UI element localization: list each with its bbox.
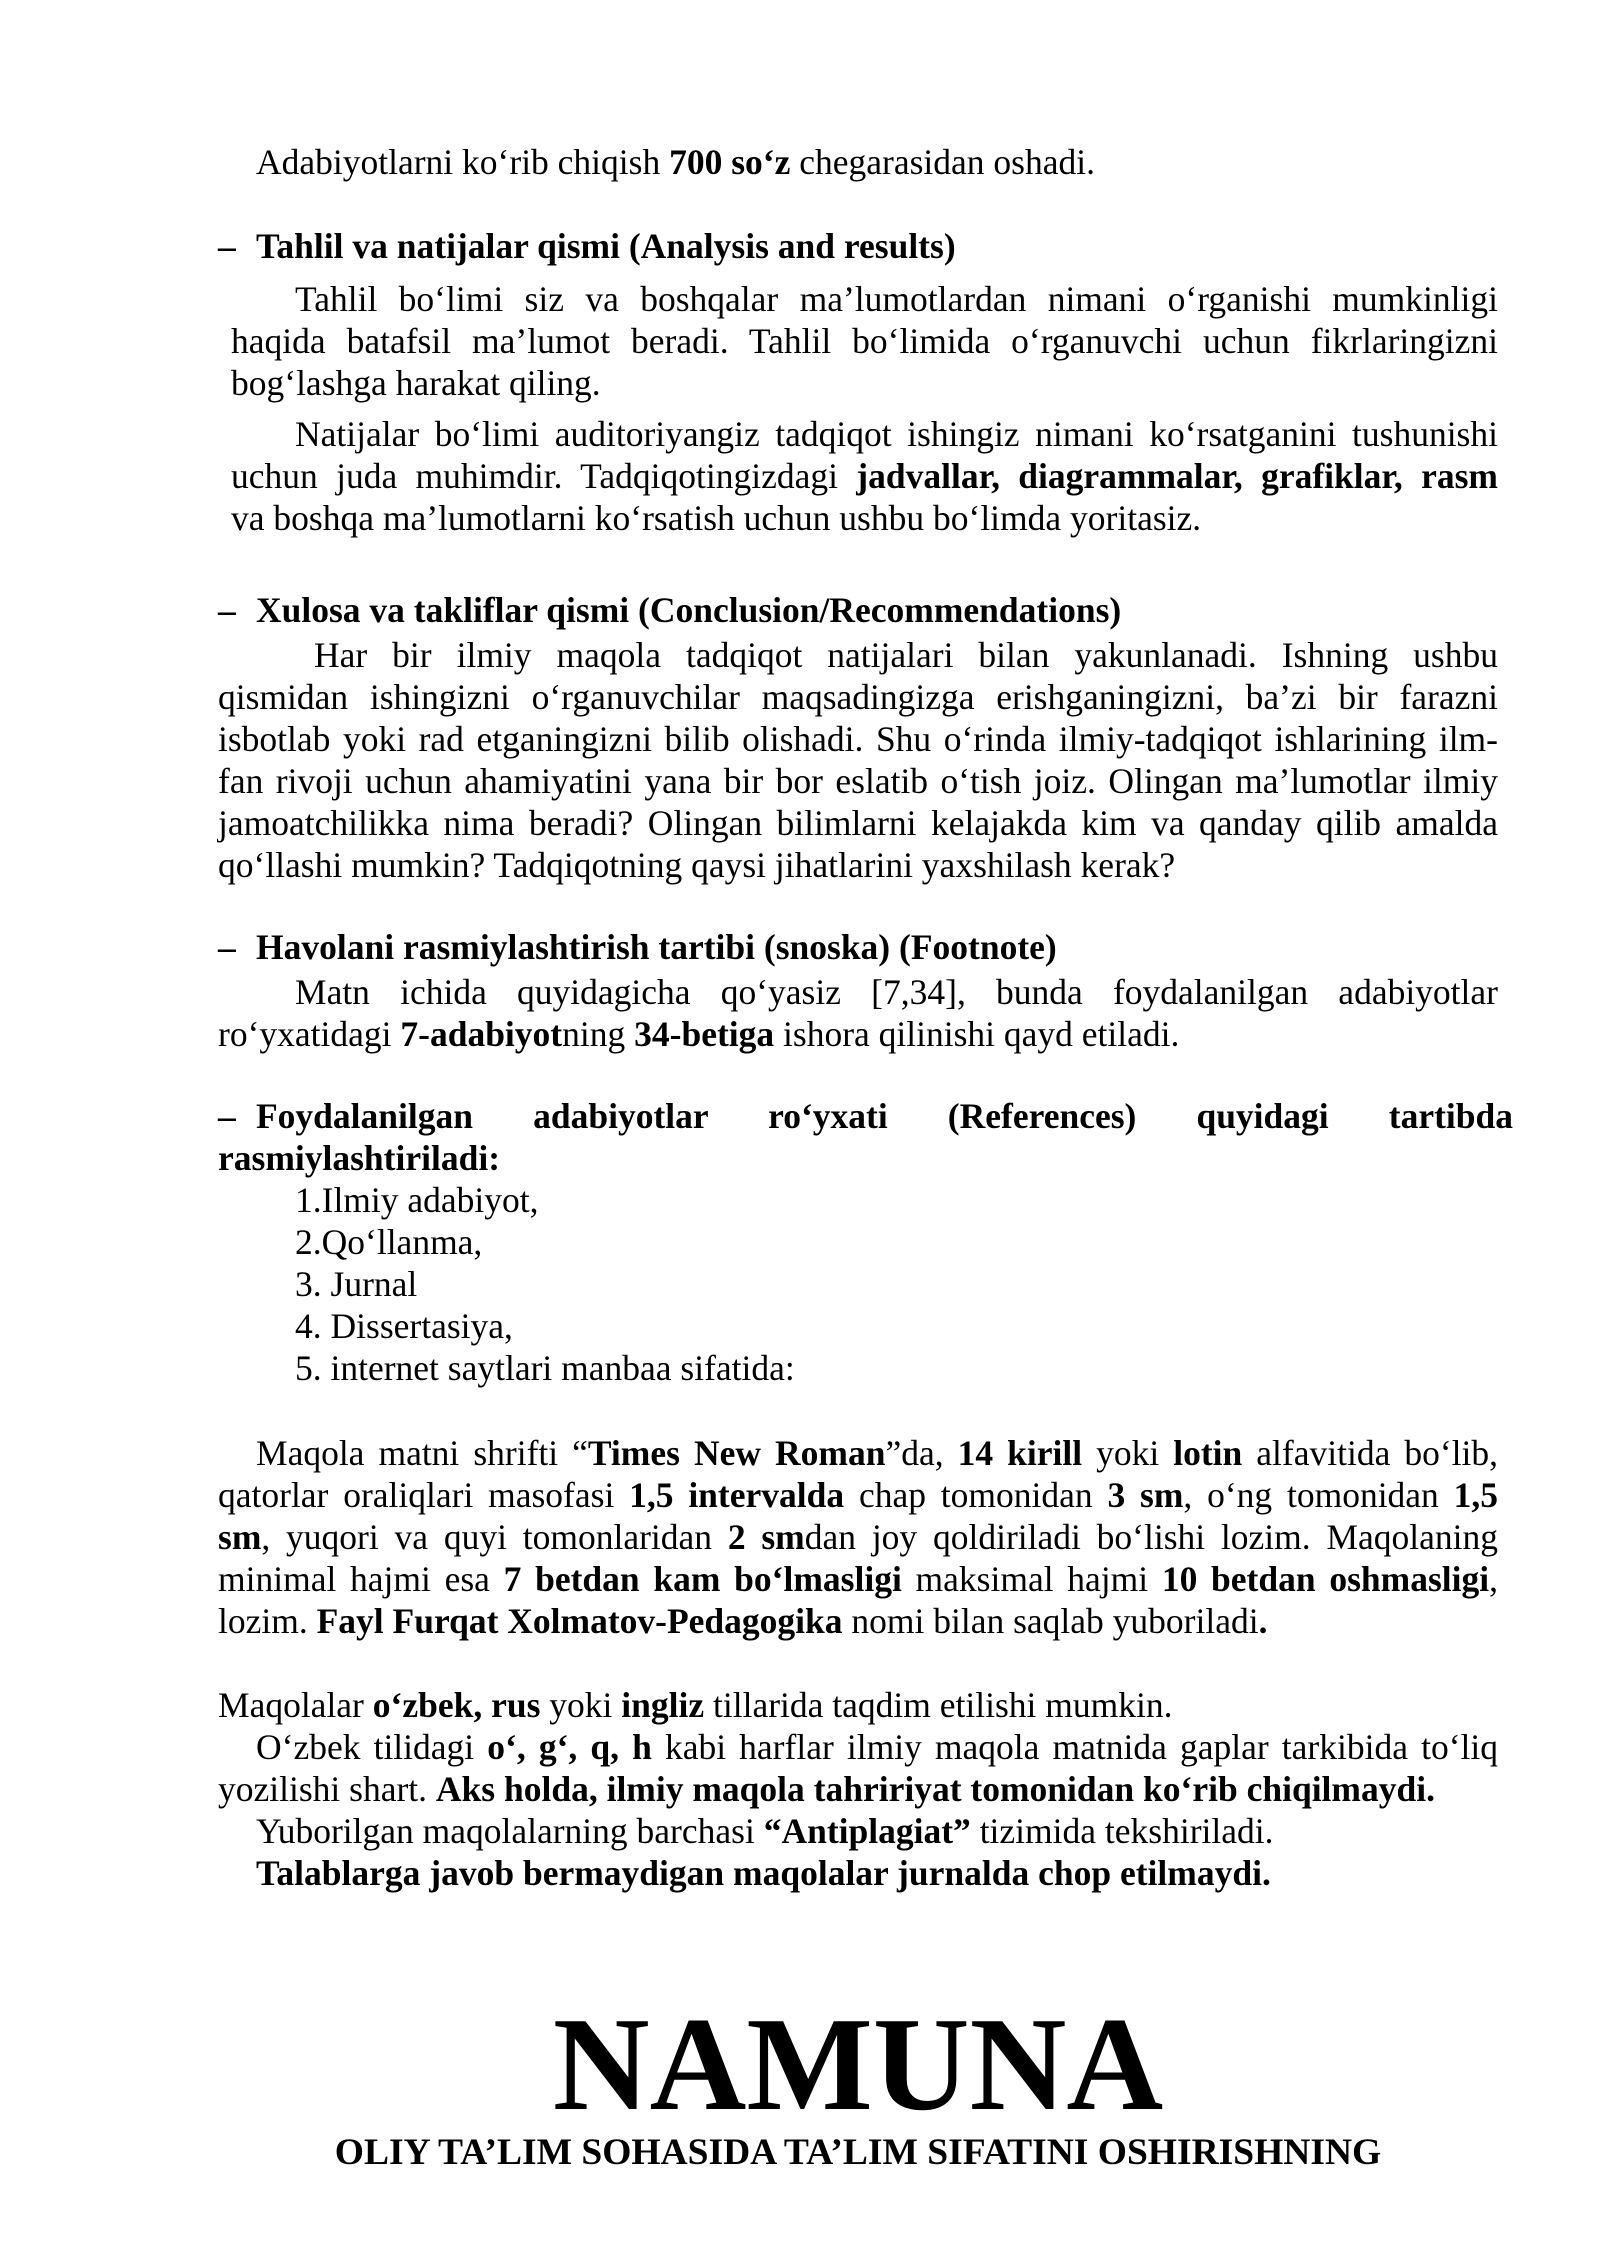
bold-text: jadvallar, diagrammalar, grafiklar, rasm xyxy=(856,456,1498,496)
dash-bullet: – xyxy=(218,927,236,967)
paragraph-line xyxy=(218,1013,1498,1055)
text-run: chegarasidan oshadi. xyxy=(790,142,1095,182)
paragraph-line xyxy=(256,141,1095,183)
text-run: qatorlar oraliqlari masofasi xyxy=(218,1475,630,1515)
bold-text: ingliz xyxy=(621,1685,705,1725)
heading-line xyxy=(218,926,1057,968)
bold-text: o‘, g‘, q, h xyxy=(487,1727,652,1767)
text-run: yozilishi shart. xyxy=(218,1769,436,1809)
bold-text: 34-betiga xyxy=(634,1014,775,1054)
text-run: ”da, xyxy=(885,1433,958,1473)
paragraph-line xyxy=(218,1558,1498,1600)
section-heading-analysis xyxy=(218,225,956,267)
text-run: ishora qilinishi qayd etiladi. xyxy=(774,1014,1180,1054)
format-requirements-paragraph xyxy=(218,1432,1498,1642)
text-run: chap tomonidan xyxy=(844,1475,1108,1515)
bold-text: sm xyxy=(218,1517,262,1557)
bold-text: lotin xyxy=(1173,1433,1243,1473)
paragraph-line xyxy=(218,1432,1498,1474)
bold-text: Fayl Furqat Xolmatov-Pedagogika xyxy=(316,1601,843,1641)
text-run: uchun juda muhimdir. Tadqiqotingizdagi xyxy=(231,456,857,496)
bold-text: Aks holda, ilmiy maqola tahririyat tomonidan ko‘rib chiqilmaydi. xyxy=(435,1769,1435,1809)
reference-types-list xyxy=(295,1179,795,1389)
bold-text: 10 betdan oshmasligi xyxy=(1161,1559,1490,1599)
bold-text: 1,5 intervalda xyxy=(629,1475,845,1515)
results-paragraph xyxy=(231,413,1498,539)
paragraph-line xyxy=(231,413,1498,455)
word-limit: 700 so‘z xyxy=(669,142,791,182)
paragraph-line: Tahlil bo‘limi siz va boshqalar ma’lumotlardan nimani o‘rganishi mumkinligi xyxy=(295,279,1498,319)
list-item: 1.Ilmiy adabiyot, xyxy=(295,1180,539,1220)
sample-subtitle: OLIY TA’LIM SOHASIDA TA’LIM SIFATINI OSHIRISHNING xyxy=(334,2132,1382,2173)
paragraph-line xyxy=(218,1768,1498,1810)
paragraph-line xyxy=(218,1600,1498,1642)
dash-bullet: – xyxy=(218,1096,236,1136)
heading-text: Xulosa va takliflar qismi (Conclusion/Recommendations) xyxy=(256,590,1122,630)
bold-text: 3 sm xyxy=(1107,1475,1184,1515)
text-run: O‘zbek tilidagi xyxy=(256,1727,488,1767)
paragraph-line: qismidan ishingizni o‘rganuvchilar maqsadingizga erishganingizni, ba’zi bir farazni xyxy=(218,677,1498,717)
dash-bullet: – xyxy=(218,590,236,630)
sample-title: NAMUNA xyxy=(552,1990,1164,2138)
paragraph-line: fan rivoji uchun ahamiyatini yana bir bor eslatib o‘tish joiz. Olingan ma’lumotlar ilmiy xyxy=(218,761,1498,801)
paragraph-line xyxy=(218,1516,1498,1558)
bold-text: 14 kirill xyxy=(957,1433,1083,1473)
literature-review-note xyxy=(256,141,1095,183)
text-run: ning xyxy=(562,1014,635,1054)
text-run: va boshqa ma’lumotlarni ko‘rsatish uchun ushbu bo‘limda yoritasiz. xyxy=(231,498,1202,538)
section-heading-references xyxy=(218,1095,1513,1179)
text-run: tillarida taqdim etilishi mumkin. xyxy=(704,1685,1173,1725)
dash-bullet: – xyxy=(218,226,236,266)
paragraph-line xyxy=(218,1474,1498,1516)
paragraph-line xyxy=(231,497,1498,539)
bold-text: 2 sm xyxy=(727,1517,805,1557)
text-run: , o‘ng tomonidan xyxy=(1183,1475,1454,1515)
heading-line xyxy=(218,1095,1513,1137)
heading-line: rasmiylashtiriladi: xyxy=(218,1138,501,1178)
bold-text: o‘zbek, rus xyxy=(372,1685,541,1725)
paragraph-line xyxy=(231,455,1498,497)
heading-text: Foydalanilgan adabiyotlar ro‘yxati (References) quyidagi tartibda xyxy=(256,1096,1513,1136)
text-run: ro‘yxatidagi xyxy=(218,1014,401,1054)
paragraph-line: qo‘llashi mumkin? Tadqiqotning qaysi jihatlarini yaxshilash kerak? xyxy=(218,845,1176,885)
list-item: 3. Jurnal xyxy=(295,1264,418,1304)
plagiarism-check-paragraph xyxy=(256,1810,1273,1852)
text-run: yoki xyxy=(540,1685,622,1725)
text-run: dan joy qoldiriladi bo‘lishi lozim. Maqolaning xyxy=(804,1517,1499,1557)
bold-text: . xyxy=(1258,1601,1268,1641)
text-run: Adabiyotlarni ko‘rib chiqish xyxy=(256,142,670,182)
paragraph-line: jamoatchilikka nima beradi? Olingan bilimlarni kelajakda kim va qanday qilib amalda xyxy=(218,803,1498,843)
footnote-paragraph xyxy=(218,971,1498,1055)
paragraph-line xyxy=(218,1726,1498,1768)
paragraph-line xyxy=(218,1684,1172,1726)
text-run: Maqolalar xyxy=(218,1685,373,1725)
text-run: tizimida tekshiriladi. xyxy=(970,1811,1274,1851)
paragraph-line: Talablarga javob bermaydigan maqolalar jurnalda chop etilmaydi. xyxy=(256,1853,1271,1893)
bold-text: 7 betdan kam bo‘lmasligi xyxy=(503,1559,902,1599)
list-item: 2.Qo‘llanma, xyxy=(295,1222,483,1262)
paragraph-line xyxy=(218,971,1498,1013)
languages-paragraph xyxy=(218,1684,1172,1726)
paragraph-line: bog‘lashga harakat qiling. xyxy=(231,363,601,403)
list-item: 5. internet saytlari manbaa sifatida: xyxy=(295,1348,795,1388)
text-run: maksimal hajmi xyxy=(901,1559,1162,1599)
text-run: kabi harflar ilmiy maqola matnida gaplar tarkibida to‘liq xyxy=(651,1727,1498,1767)
text-run: nomi bilan saqlab yuboriladi xyxy=(842,1601,1259,1641)
section-heading-footnote xyxy=(218,926,1057,968)
heading-line xyxy=(218,589,1121,631)
text-run: minimal hajmi esa xyxy=(218,1559,504,1599)
text-run: yoki xyxy=(1082,1433,1174,1473)
conclusion-paragraph xyxy=(218,634,1498,886)
paragraph-line xyxy=(256,1810,1273,1852)
text-run: lozim. xyxy=(218,1601,317,1641)
text-run: , xyxy=(1489,1559,1498,1599)
text-run: Maqola matni shrifti “ xyxy=(256,1433,588,1473)
heading-text: Havolani rasmiylashtirish tartibi (snoska) (Footnote) xyxy=(256,927,1057,967)
bold-text: Times New Roman xyxy=(587,1433,886,1473)
text-run: Matn ichida quyidagicha qo‘yasiz [7,34], bunda foydalanilgan adabiyotlar xyxy=(295,972,1498,1012)
heading-text: Tahlil va natijalar qismi (Analysis and results) xyxy=(256,226,956,266)
paragraph-line: isbotlab yoki rad etganingizni bilib olishadi. Shu o‘rinda ilmiy-tadqiqot ishlarining ilm- xyxy=(218,719,1498,759)
spelling-paragraph xyxy=(218,1726,1498,1810)
bold-text: 7-adabiyot xyxy=(400,1014,563,1054)
bold-text: “Antiplagiat” xyxy=(763,1811,971,1851)
bold-text: 1,5 xyxy=(1453,1475,1498,1515)
text-run: alfavitida bo‘lib, xyxy=(1242,1433,1499,1473)
text-run: Natijalar bo‘limi auditoriyangiz tadqiqot ishingiz nimani ko‘rsatganini tushunishi xyxy=(295,414,1498,454)
paragraph-line: Har bir ilmiy maqola tadqiqot natijalari bilan yakunlanadi. Ishning ushbu xyxy=(314,635,1498,675)
analysis-paragraph xyxy=(231,278,1498,404)
text-run: , yuqori va quyi tomonlaridan xyxy=(261,1517,728,1557)
rejection-notice xyxy=(256,1852,1271,1894)
section-heading-conclusion xyxy=(218,589,1121,631)
heading-line xyxy=(218,225,956,267)
text-run: Yuborilgan maqolalarning barchasi xyxy=(256,1811,764,1851)
paragraph-line: haqida batafsil ma’lumot beradi. Tahlil bo‘limida o‘rganuvchi uchun fikrlaringizni xyxy=(231,321,1498,361)
list-item: 4. Dissertasiya, xyxy=(295,1306,513,1346)
